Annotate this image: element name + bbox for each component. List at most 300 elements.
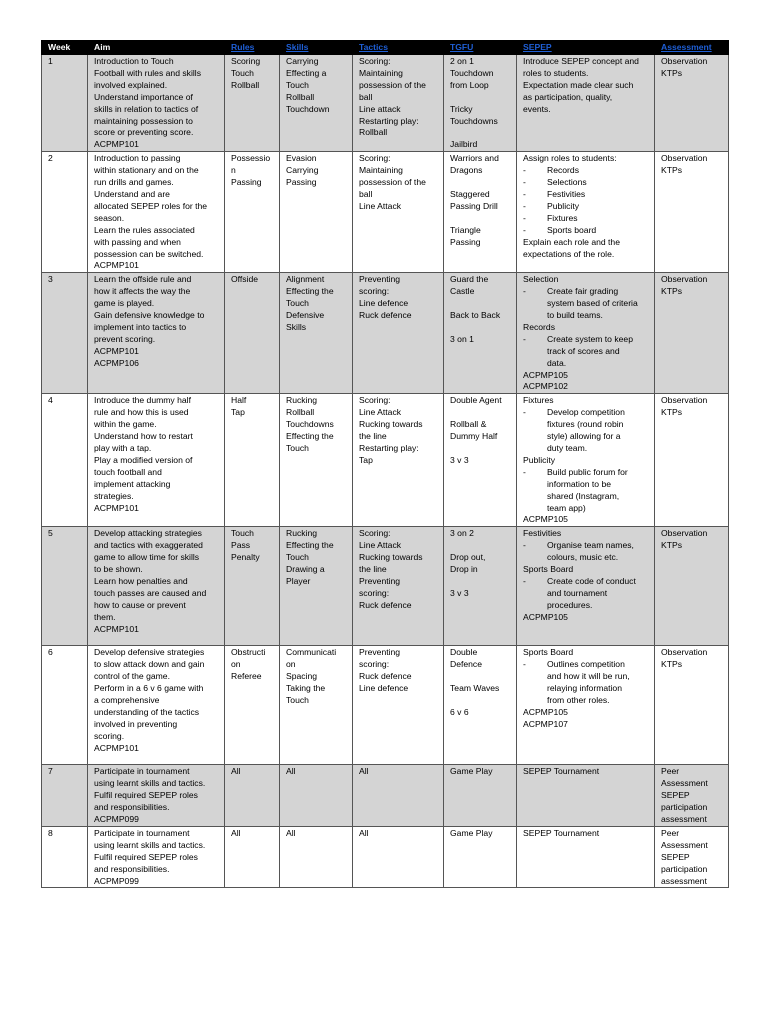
rules-cell: [225, 394, 280, 527]
header-tgfu-link[interactable]: TGFU: [444, 41, 517, 55]
cell-line: Develop attacking strategies: [94, 528, 202, 539]
cell-line: Defence: [450, 659, 483, 670]
tactics-cell: [353, 394, 444, 527]
aim-cell: [88, 527, 225, 646]
sepep-bullet-continuation: team app): [547, 502, 586, 513]
blank-line: [450, 407, 513, 419]
header-row: [42, 41, 729, 55]
cell-line: Observation: [661, 153, 708, 164]
sepep-bullet-text: Records: [547, 165, 579, 176]
cell-line: a comprehensive: [94, 694, 160, 705]
sepep-bullet-text: Create system to keep: [547, 333, 633, 344]
week-number: 2: [48, 153, 53, 164]
sepep-bullet-continuation: data.: [547, 357, 567, 368]
cell-line: scoring:: [359, 286, 390, 297]
cell-line: involved explained.: [94, 79, 168, 90]
sepep-line: SEPEP Tournament: [523, 827, 600, 838]
dash-bullet-icon: -: [523, 212, 526, 223]
dash-bullet-icon: -: [523, 659, 526, 670]
sepep-bullet-item: [523, 576, 651, 588]
header-skills-link[interactable]: Skills: [280, 41, 353, 55]
cell-line: Ruck defence: [359, 599, 412, 610]
cell-line: Line Attack: [359, 200, 402, 211]
cell-line: Restarting play:: [359, 443, 419, 453]
sepep-bullet-continuation: to build teams.: [547, 310, 603, 321]
cell-line: Double Agent: [450, 395, 502, 406]
cell-line: 6 v 6: [450, 706, 469, 717]
cell-line: Effecting a: [286, 67, 327, 78]
cell-line: ACPMP099: [94, 813, 139, 824]
cell-line: KTPs: [661, 165, 683, 176]
cell-line: Rucking: [286, 528, 318, 539]
cell-line: 3 v 3: [450, 587, 469, 598]
cell-line: and tactics with exaggerated: [94, 540, 203, 551]
cell-line: Rucking: [286, 395, 318, 406]
cell-line: Castle: [450, 286, 475, 297]
cell-line: 2 on 1: [450, 56, 474, 66]
cell-line: Line attack: [359, 103, 401, 114]
cell-line: Assessment: [661, 778, 708, 789]
tgfu-cell: [444, 394, 517, 527]
assessment-cell: [655, 765, 729, 827]
header-sepep-link[interactable]: SEPEP: [517, 41, 655, 55]
cell-line: Game Play: [450, 766, 493, 777]
table-row: [42, 152, 729, 273]
sepep-bullet-continuation: and how it will be run,: [547, 671, 630, 682]
cell-line: Pass: [231, 540, 251, 551]
tactics-cell: [353, 152, 444, 273]
cell-line: Tap: [231, 407, 245, 418]
cell-line: Scoring:: [359, 56, 391, 66]
dash-bullet-icon: -: [523, 200, 526, 211]
sepep-bullet-text: Publicity: [547, 200, 579, 211]
cell-line: play with a tap.: [94, 443, 152, 453]
sepep-bullet-item: [523, 165, 651, 177]
cell-line: on: [286, 659, 296, 670]
blank-line: [450, 127, 513, 139]
assessment-cell: [655, 826, 729, 888]
sepep-line: ACPMP105: [523, 706, 568, 717]
blank-line: [450, 443, 513, 455]
blank-line: [450, 92, 513, 104]
sepep-bullet-continuation: duty team.: [547, 443, 588, 453]
sepep-bullet-text: Organise team names,: [547, 540, 634, 551]
cell-line: Passing: [450, 236, 481, 247]
cell-line: Touch: [286, 552, 309, 563]
week-cell: [42, 826, 88, 888]
cell-line: Double: [450, 647, 478, 658]
cell-line: Referee: [231, 671, 262, 682]
cell-line: understanding of the tactics: [94, 706, 200, 717]
cell-line: 3 v 3: [450, 454, 469, 465]
cell-line: implement into tactics to: [94, 321, 187, 332]
cell-line: implement attacking: [94, 478, 171, 489]
cell-line: ball: [359, 188, 373, 199]
skills-cell: [280, 55, 353, 152]
tgfu-cell: [444, 55, 517, 152]
cell-line: Rollball: [231, 79, 260, 90]
cell-line: scoring:: [359, 587, 390, 598]
cell-line: Rucking towards: [359, 419, 423, 430]
cell-line: Touch: [231, 67, 254, 78]
week-cell: [42, 55, 88, 152]
cell-line: KTPs: [661, 67, 683, 78]
header-tactics-link[interactable]: Tactics: [353, 41, 444, 55]
cell-line: Introduction to Touch: [94, 56, 174, 66]
sepep-bullet-item: [523, 177, 651, 189]
blank-line: [450, 576, 513, 588]
cell-line: run drills and games.: [94, 177, 174, 188]
sepep-line: Assign roles to students:: [523, 153, 617, 164]
blank-line: [450, 671, 513, 683]
cell-line: Learn how penalties and: [94, 575, 188, 586]
cell-line: Restarting play:: [359, 115, 419, 126]
sepep-bullet-continuation: information to be: [547, 478, 612, 489]
week-cell: [42, 152, 88, 273]
tactics-cell: [353, 646, 444, 765]
cell-line: Jailbird: [450, 139, 478, 150]
sepep-line: Introduce SEPEP concept and: [523, 56, 639, 66]
sepep-bullet-continuation: shared (Instagram,: [547, 490, 620, 501]
cell-line: Rucking towards: [359, 552, 423, 563]
cell-line: scoring:: [359, 659, 390, 670]
dash-bullet-icon: -: [523, 177, 526, 188]
sepep-bullet-text: Sports board: [547, 224, 597, 235]
sepep-bullet-text: Create fair grading: [547, 286, 619, 297]
cell-line: Carrying: [286, 165, 319, 176]
sepep-bullet-item: [523, 189, 651, 201]
dash-bullet-icon: -: [523, 466, 526, 477]
dash-bullet-icon: -: [523, 165, 526, 176]
assessment-cell: [655, 152, 729, 273]
dash-bullet-icon: -: [523, 224, 526, 235]
cell-line: Evasion: [286, 153, 317, 164]
table-row: [42, 646, 729, 765]
blank-line: [450, 177, 513, 189]
sepep-line: ACPMP102: [523, 381, 568, 392]
cell-line: and responsibilities.: [94, 802, 170, 813]
sepep-bullet-item: [523, 201, 651, 213]
cell-line: Ruck defence: [359, 671, 412, 682]
cell-line: Warriors and: [450, 153, 499, 164]
cell-line: Learn the offside rule and: [94, 274, 192, 285]
week-cell: [42, 527, 88, 646]
cell-line: Observation: [661, 647, 708, 658]
week-number: 1: [48, 56, 53, 66]
table-row: [42, 394, 729, 527]
cell-line: Maintaining: [359, 67, 403, 78]
header-assessment-link[interactable]: Assessment: [655, 41, 729, 55]
cell-line: Scoring:: [359, 395, 391, 406]
cell-line: scoring.: [94, 730, 125, 741]
cell-line: how it affects the way the: [94, 286, 191, 297]
cell-line: Team Waves: [450, 683, 500, 694]
sepep-cell: [517, 765, 655, 827]
sepep-bullet-continuation: from other roles.: [547, 694, 610, 705]
cell-line: Touch: [231, 528, 254, 539]
skills-cell: [280, 273, 353, 394]
unit-plan-table: [41, 40, 729, 888]
sepep-bullet-item: [523, 407, 651, 419]
cell-line: Passing: [231, 177, 262, 188]
assessment-cell: [655, 646, 729, 765]
cell-line: ACPMP101: [94, 139, 139, 150]
rules-cell: [225, 646, 280, 765]
cell-line: Rollball: [286, 407, 315, 418]
sepep-bullet-continuation: relaying information: [547, 683, 622, 694]
tgfu-cell: [444, 152, 517, 273]
cell-line: control of the game.: [94, 671, 170, 682]
table-body: [42, 55, 729, 888]
dash-bullet-icon: -: [523, 286, 526, 297]
tactics-cell: [353, 527, 444, 646]
sepep-line: SEPEP Tournament: [523, 766, 600, 777]
rules-cell: [225, 55, 280, 152]
sepep-bullet-item: [523, 286, 651, 298]
cell-line: how to cause or prevent: [94, 599, 186, 610]
cell-line: Rollball: [359, 127, 388, 138]
cell-line: Touch: [286, 443, 309, 453]
table-row: [42, 55, 729, 152]
cell-line: KTPs: [661, 407, 683, 418]
cell-line: Participate in tournament: [94, 827, 190, 838]
cell-line: Line defence: [359, 298, 409, 309]
cell-line: ACPMP106: [94, 357, 139, 368]
cell-line: involved in preventing: [94, 718, 178, 729]
cell-line: with passing and when: [94, 236, 181, 247]
header-rules-link[interactable]: Rules: [225, 41, 280, 55]
sepep-bullet-item: [523, 467, 651, 479]
cell-line: ball: [359, 91, 373, 102]
sepep-bullet-text: Create code of conduct: [547, 575, 636, 586]
cell-line: Alignment: [286, 274, 325, 285]
cell-line: ACPMP101: [94, 742, 139, 753]
cell-line: Effecting the: [286, 540, 334, 551]
cell-line: on: [231, 659, 241, 670]
table-row: [42, 527, 729, 646]
cell-line: Line Attack: [359, 540, 402, 551]
blank-line: [450, 298, 513, 310]
tgfu-cell: [444, 527, 517, 646]
cell-line: Skills: [286, 321, 307, 332]
cell-line: Player: [286, 575, 311, 586]
sepep-cell: [517, 273, 655, 394]
cell-line: Understand how to restart: [94, 431, 193, 442]
cell-line: Possessio: [231, 153, 271, 164]
cell-line: Peer: [661, 827, 680, 838]
aim-cell: [88, 273, 225, 394]
cell-line: the line: [359, 564, 387, 575]
tactics-cell: [353, 765, 444, 827]
aim-cell: [88, 152, 225, 273]
cell-line: Fulfil required SEPEP roles: [94, 790, 198, 801]
rules-cell: [225, 152, 280, 273]
cell-line: Touchdown: [286, 103, 330, 114]
sepep-bullet-continuation: colours, music etc.: [547, 552, 619, 563]
cell-line: 3 on 1: [450, 333, 474, 344]
tgfu-cell: [444, 826, 517, 888]
assessment-cell: [655, 273, 729, 394]
cell-line: from Loop: [450, 79, 489, 90]
cell-line: strategies.: [94, 490, 134, 501]
cell-line: Rollball: [286, 91, 315, 102]
cell-line: to be shown.: [94, 564, 143, 575]
cell-line: maintaining possession to: [94, 115, 193, 126]
sepep-line: Records: [523, 321, 555, 332]
sepep-bullet-item: [523, 334, 651, 346]
cell-line: Communicati: [286, 647, 337, 658]
cell-line: n: [231, 165, 236, 176]
skills-cell: [280, 646, 353, 765]
cell-line: KTPs: [661, 286, 683, 297]
cell-line: Fulfil required SEPEP roles: [94, 851, 198, 862]
cell-line: Penalty: [231, 552, 260, 563]
cell-line: Football with rules and skills: [94, 67, 201, 78]
cell-line: Game Play: [450, 827, 493, 838]
cell-line: ACPMP101: [94, 260, 139, 271]
cell-line: ACPMP101: [94, 345, 139, 356]
cell-line: ACPMP101: [94, 623, 139, 634]
tgfu-cell: [444, 646, 517, 765]
skills-cell: [280, 527, 353, 646]
cell-line: All: [359, 766, 369, 777]
cell-line: Preventing: [359, 575, 401, 586]
cell-line: participation: [661, 863, 708, 874]
sepep-line: Explain each role and the: [523, 236, 620, 247]
week-number: 5: [48, 528, 53, 539]
sepep-bullet-text: Outlines competition: [547, 659, 625, 670]
dash-bullet-icon: -: [523, 333, 526, 344]
cell-line: All: [286, 827, 296, 838]
sepep-bullet-continuation: procedures.: [547, 599, 593, 610]
sepep-line: Sports Board: [523, 647, 574, 658]
week-number: 4: [48, 395, 53, 406]
sepep-line: as participation, quality,: [523, 91, 613, 102]
cell-line: Introduction to passing: [94, 153, 181, 164]
cell-line: Participate in tournament: [94, 766, 190, 777]
rules-cell: [225, 273, 280, 394]
cell-line: Touch: [286, 298, 309, 309]
sepep-cell: [517, 826, 655, 888]
cell-line: game to allow time for skills: [94, 552, 200, 563]
cell-line: possession can be switched.: [94, 248, 204, 259]
cell-line: Develop defensive strategies: [94, 647, 205, 658]
cell-line: within stationary and on the: [94, 165, 199, 176]
cell-line: Drop out,: [450, 552, 486, 563]
cell-line: Touchdown: [450, 67, 494, 78]
cell-line: Gain defensive knowledge to: [94, 310, 205, 321]
sepep-line: Selection: [523, 274, 559, 285]
blank-line: [450, 213, 513, 225]
sepep-bullet-continuation: track of scores and: [547, 345, 620, 356]
cell-line: Assessment: [661, 839, 708, 850]
sepep-bullet-text: Selections: [547, 177, 587, 188]
cell-line: Drop in: [450, 564, 478, 575]
cell-line: Introduce the dummy half: [94, 395, 191, 406]
sepep-bullet-item: [523, 213, 651, 225]
sepep-bullet-continuation: and tournament: [547, 587, 608, 598]
cell-line: allocated SEPEP roles for the: [94, 200, 208, 211]
sepep-line: Fixtures: [523, 395, 554, 406]
cell-line: Observation: [661, 56, 708, 66]
cell-line: skills in relation to tactics of: [94, 103, 199, 114]
cell-line: Understand and are: [94, 188, 170, 199]
cell-line: them.: [94, 611, 116, 622]
sepep-cell: [517, 152, 655, 273]
blank-line: [450, 695, 513, 707]
sepep-line: Publicity: [523, 454, 555, 465]
cell-line: Triangle: [450, 224, 481, 235]
sepep-line: ACPMP105: [523, 514, 568, 525]
aim-cell: [88, 394, 225, 527]
cell-line: Dragons: [450, 165, 483, 176]
rules-cell: [225, 765, 280, 827]
dash-bullet-icon: -: [523, 575, 526, 586]
cell-line: Spacing: [286, 671, 318, 682]
aim-cell: [88, 646, 225, 765]
aim-cell: [88, 55, 225, 152]
cell-line: touch football and: [94, 466, 162, 477]
tgfu-cell: [444, 273, 517, 394]
cell-line: Preventing: [359, 274, 401, 285]
cell-line: All: [286, 766, 296, 777]
skills-cell: [280, 826, 353, 888]
cell-line: SEPEP: [661, 851, 690, 862]
cell-line: Rollball &: [450, 419, 487, 430]
cell-line: to slow attack down and gain: [94, 659, 205, 670]
cell-line: ACPMP099: [94, 875, 139, 886]
tgfu-cell: [444, 765, 517, 827]
sepep-line: ACPMP105: [523, 611, 568, 622]
assessment-cell: [655, 394, 729, 527]
cell-line: Touch: [286, 694, 309, 705]
cell-line: assessment: [661, 875, 707, 886]
cell-line: Touch: [286, 79, 309, 90]
cell-line: Preventing: [359, 647, 401, 658]
week-cell: [42, 273, 88, 394]
cell-line: Observation: [661, 395, 708, 406]
sepep-bullet-continuation: style) allowing for a: [547, 431, 621, 442]
cell-line: Learn the rules associated: [94, 224, 195, 235]
cell-line: Offside: [231, 274, 259, 285]
cell-line: 3 on 2: [450, 528, 474, 539]
cell-line: Ruck defence: [359, 310, 412, 321]
cell-line: Scoring:: [359, 528, 391, 539]
cell-line: score or preventing score.: [94, 127, 194, 138]
cell-line: KTPs: [661, 659, 683, 670]
week-number: 3: [48, 274, 53, 285]
sepep-bullet-item: [523, 225, 651, 237]
aim-cell: [88, 826, 225, 888]
sepep-cell: [517, 55, 655, 152]
cell-line: Observation: [661, 274, 708, 285]
cell-line: game is played.: [94, 298, 155, 309]
sepep-bullet-item: [523, 659, 651, 671]
cell-line: Play a modified version of: [94, 454, 193, 465]
week-cell: [42, 394, 88, 527]
cell-line: participation: [661, 802, 708, 813]
sepep-cell: [517, 646, 655, 765]
cell-line: Obstructi: [231, 647, 266, 658]
cell-line: KTPs: [661, 540, 683, 551]
cell-line: Passing Drill: [450, 200, 498, 211]
blank-line: [450, 322, 513, 334]
cell-line: Perform in a 6 v 6 game with: [94, 683, 204, 694]
cell-line: possession of the: [359, 177, 426, 188]
cell-line: Tricky: [450, 103, 473, 114]
sepep-line: Festivities: [523, 528, 562, 539]
table-row: [42, 765, 729, 827]
